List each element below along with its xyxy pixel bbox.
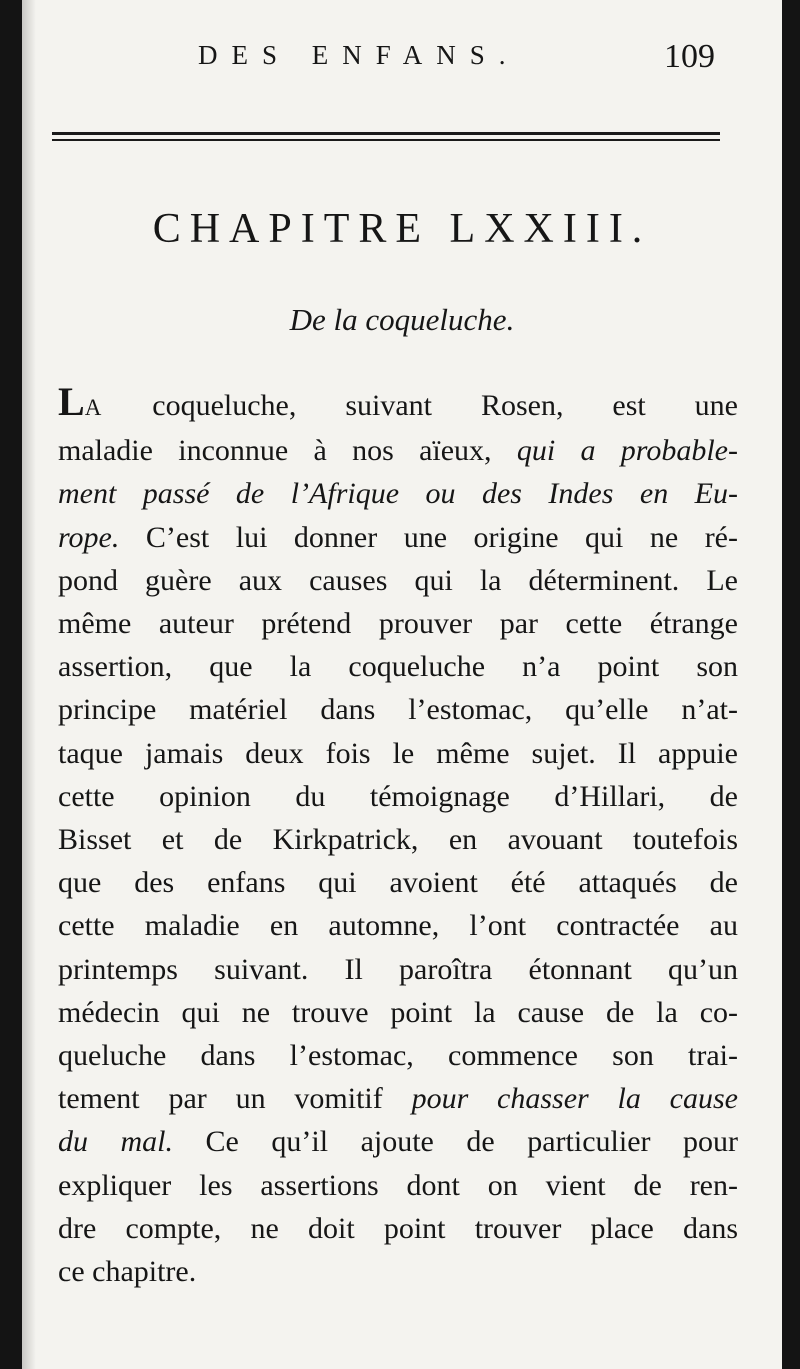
body-line <box>58 1120 738 1163</box>
body-text-run: printemps suivant. Il paroîtra étonnant qu’un <box>58 952 738 986</box>
italic-text: rope. <box>58 520 120 554</box>
small-caps-text: A <box>84 395 104 420</box>
chapter-subtitle: De la coqueluche. <box>289 302 515 337</box>
body-line <box>58 688 738 731</box>
body-text-run: même auteur prétend prouver par cette étrange <box>58 607 738 641</box>
page-gutter-shadow <box>22 0 36 1369</box>
header-rule-thick <box>52 132 720 135</box>
body-text-run: Ce qu’il ajoute de particulier pour <box>173 1125 739 1159</box>
body-line <box>58 775 738 818</box>
body-line <box>58 948 738 991</box>
body-text <box>58 380 738 1293</box>
italic-text: pour chasser la cause <box>411 1082 738 1116</box>
chapter-title: CHAPITRE LXXIII. <box>152 206 652 252</box>
italic-text: du mal. <box>58 1125 174 1159</box>
body-text-run: coqueluche, suivant Rosen, est une <box>103 389 738 422</box>
body-line <box>58 516 738 559</box>
body-text-run: principe matériel dans l’estomac, qu’elle n’at- <box>58 693 738 727</box>
header-rule-thin <box>52 139 720 141</box>
body-text-run: ce chapitre. <box>58 1255 197 1289</box>
drop-cap: L <box>58 379 85 424</box>
page-number: 109 <box>664 38 715 75</box>
body-line <box>58 1077 738 1120</box>
body-line <box>58 429 738 472</box>
italic-text: ment passé de l’Afrique ou des Indes en Eu- <box>58 477 738 511</box>
body-line <box>58 1250 738 1293</box>
body-line <box>58 1207 738 1250</box>
body-line <box>58 904 738 947</box>
body-text-run: C’est lui donner une origine qui ne ré- <box>119 520 738 554</box>
body-text-run: Bisset et de Kirkpatrick, en avouant toutefois <box>58 823 738 857</box>
body-line <box>58 1034 738 1077</box>
body-text-run: queluche dans l’estomac, commence son trai- <box>58 1039 738 1073</box>
running-head <box>22 40 782 80</box>
body-text-run: assertion, que la coqueluche n’a point son <box>58 650 738 684</box>
book-page <box>22 0 782 1369</box>
body-text-run: cette opinion du témoignage d’Hillari, de <box>58 779 738 813</box>
body-line <box>58 818 738 861</box>
body-line <box>58 472 738 515</box>
body-line <box>58 559 738 602</box>
body-text-run: dre compte, ne doit point trouver place dans <box>58 1211 738 1245</box>
running-title: DES ENFANS. <box>198 40 520 70</box>
body-text-run: taque jamais deux fois le même sujet. Il appuie <box>58 736 738 770</box>
body-line <box>58 1164 738 1207</box>
body-line <box>58 732 738 775</box>
body-line <box>58 861 738 904</box>
body-line <box>58 380 738 429</box>
body-text-run: médecin qui ne trouve point la cause de la co- <box>58 995 738 1029</box>
body-text-run: maladie inconnue à nos aïeux, <box>58 434 517 468</box>
body-line <box>58 645 738 688</box>
body-line <box>58 991 738 1034</box>
italic-text: qui a probable- <box>516 434 738 468</box>
body-text-run: pond guère aux causes qui la déterminent. Le <box>58 563 738 597</box>
body-text-run: que des enfans qui avoient été attaqués de <box>58 866 738 900</box>
body-text-run: expliquer les assertions dont on vient de ren- <box>58 1168 738 1202</box>
body-text-run: cette maladie en automne, l’ont contractée au <box>58 909 738 943</box>
body-text-run: tement par un vomitif <box>58 1082 412 1116</box>
body-line <box>58 602 738 645</box>
